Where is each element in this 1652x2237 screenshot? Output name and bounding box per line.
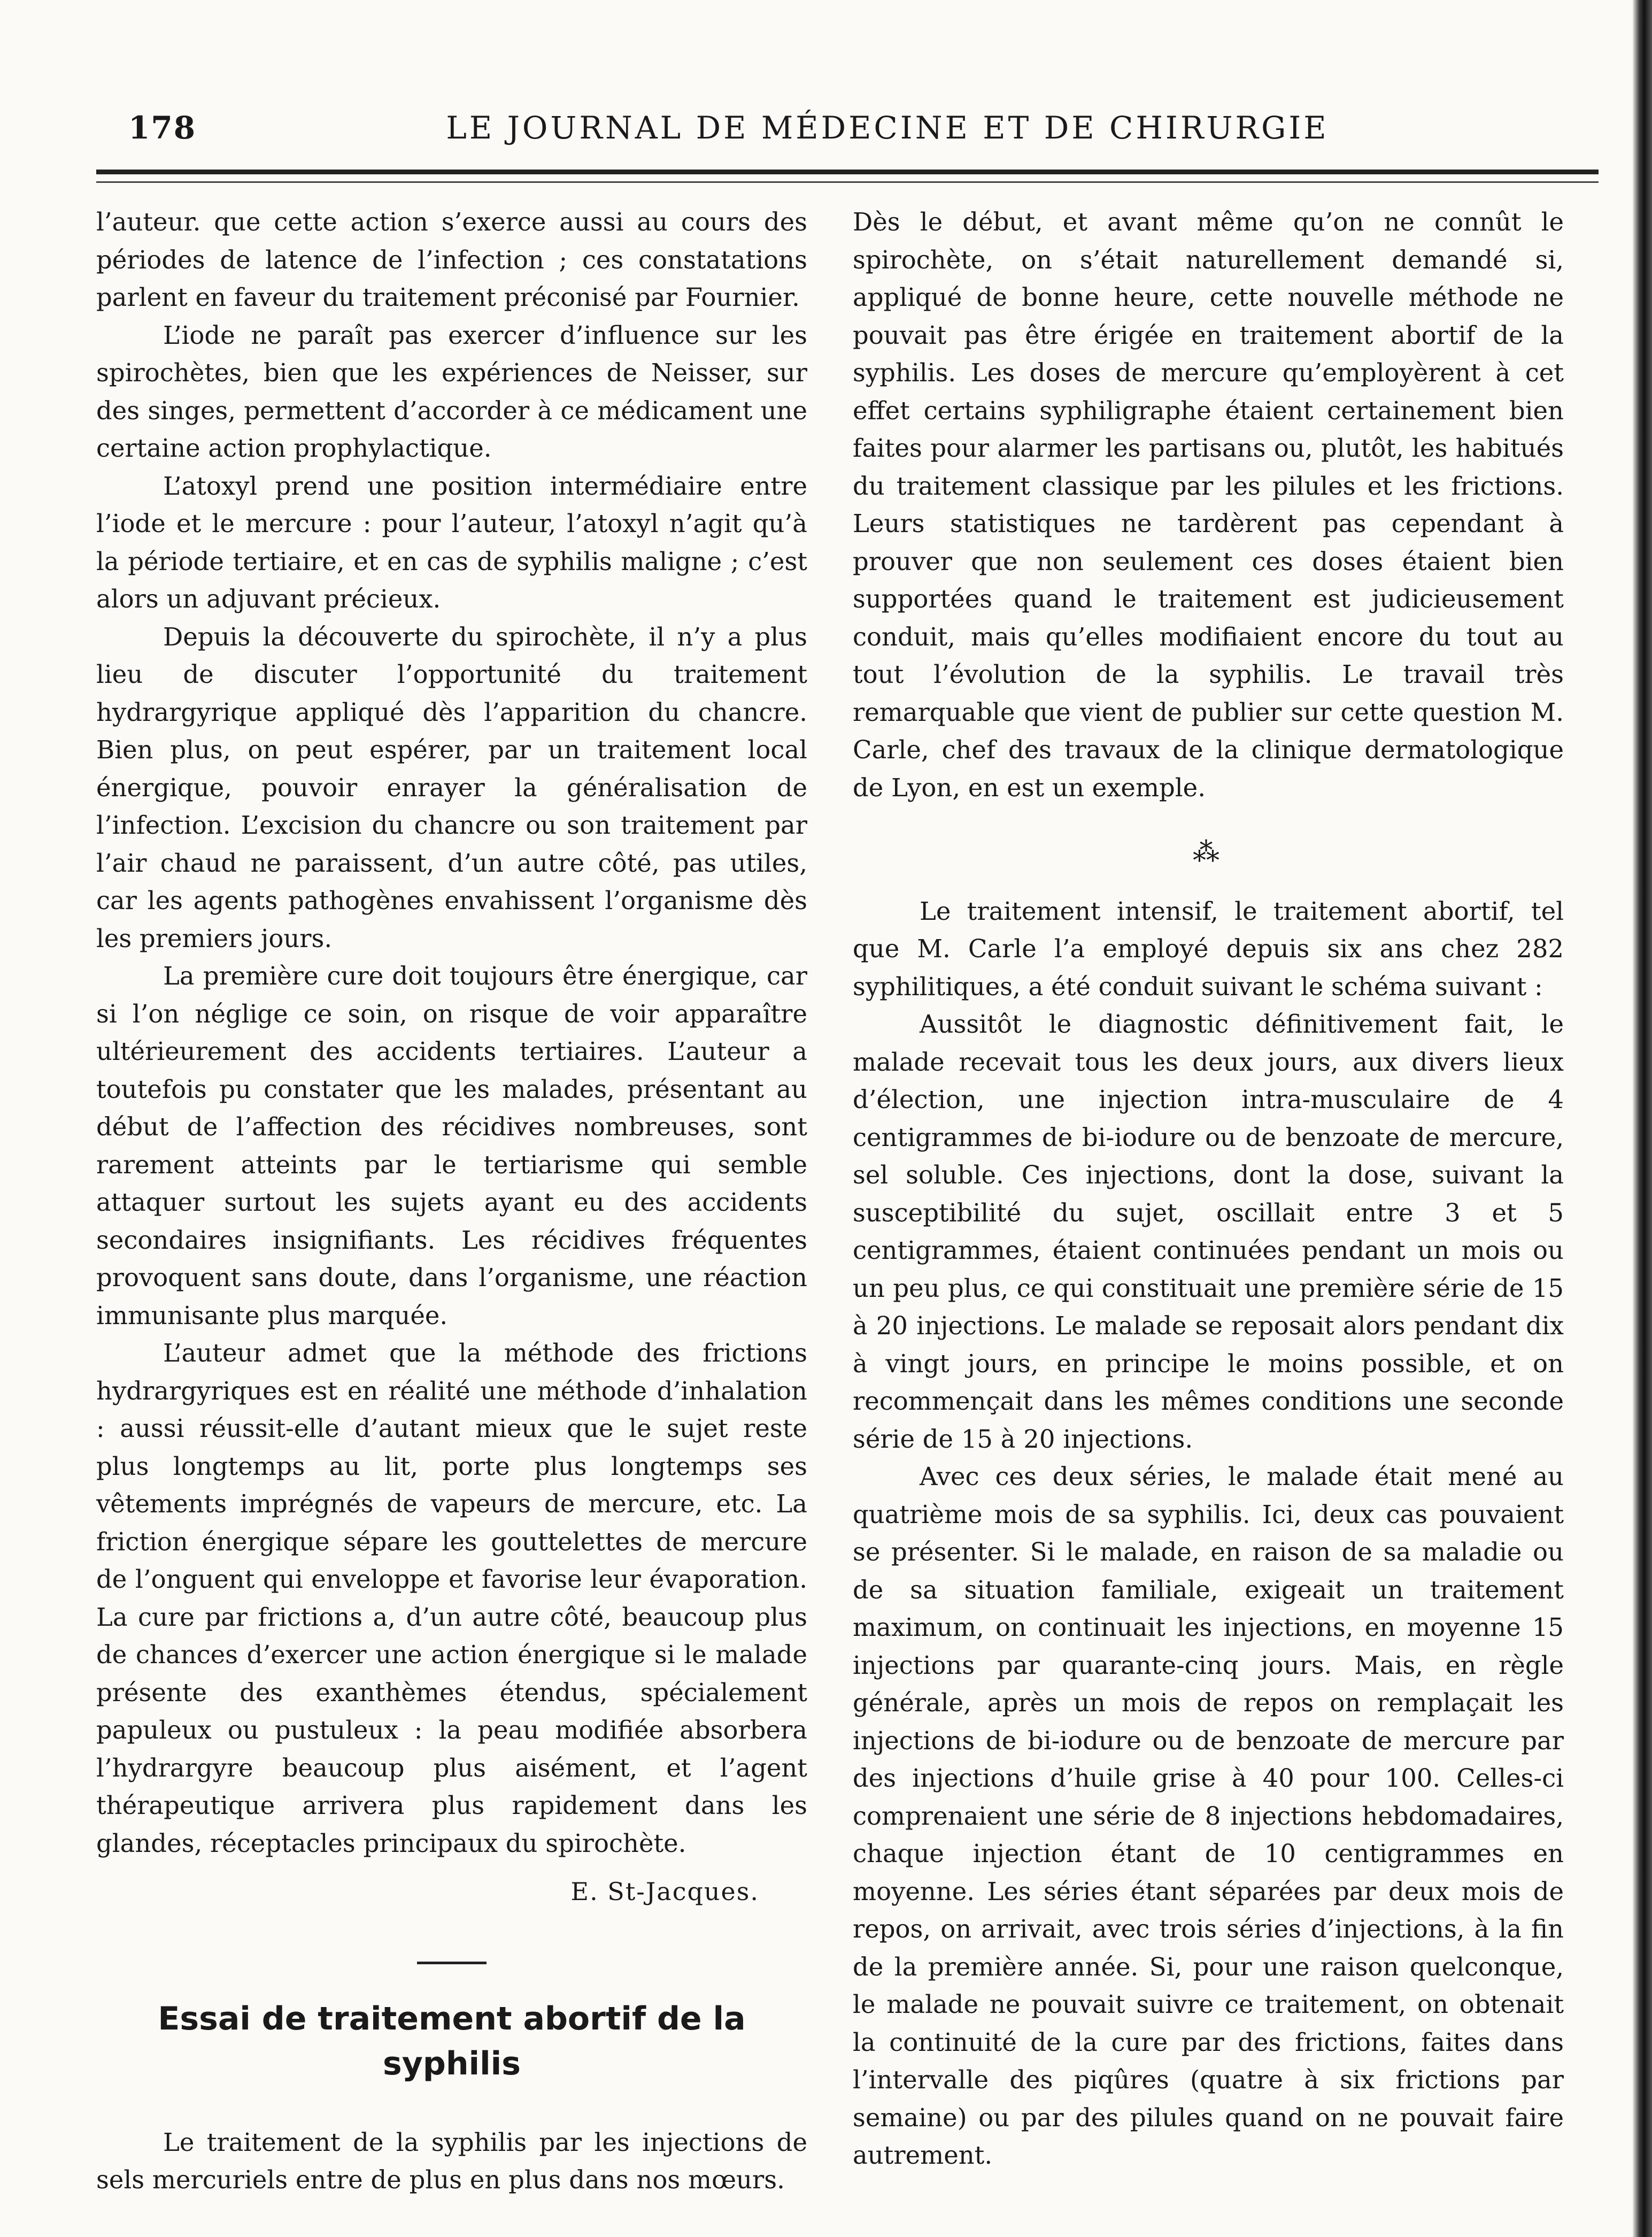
asterism-divider: ⁂	[1193, 836, 1224, 867]
left-column	[96, 203, 807, 2199]
paragraph: Avec ces deux séries, le malade était mené au quatrième mois de sa syphilis. Ici, deux cas pouvaient se présenter. Si le malade, en raison de sa maladie ou de sa situation familiale, exigeait un traitement maximum, on continuait les injections, en moyenne 15 injections par quarante-cinq jours. Mais, en règle générale, après un mois de repos on remplaçait les injections de bi-iodure ou de benzoate de mercure par des injections d’huile grise à 40 pour 100. Celles-ci comprenaient une série de 8 injections hebdomadaires, chaque injection étant de 10 centigrammes en moyenne. Les séries étant séparées par deux mois de repos, on arrivait, avec trois séries d’injections, à la fin de la première année. Si, pour une raison quelconque, le malade ne pouvait suivre ce traitement, on obtenait la continuité de la cure par des frictions, faites dans l’intervalle des piqûres (quatre à six frictions par semaine) ou par des pilules quand on ne pouvait faire autrement.	[853, 1462, 1564, 2170]
article-intro: Le traitement de la syphilis par les injections de sels mercuriels entre de plus en plus dans nos mœurs.	[96, 2127, 807, 2194]
paragraph: Depuis la découverte du spirochète, il n’y a plus lieu de discuter l’opportunité du traitement hydrargyrique appliqué dès l’apparition du chancre. Bien plus, on peut espérer, par un traitement local énergique, pouvoir enrayer la généralisation de l’infection. L’excision du chancre ou son traitement par l’air chaud ne paraissent, d’un autre côté, pas utiles, car les agents pathogènes envahissent l’organisme dès les premiers jours.	[96, 622, 807, 953]
page-header	[128, 110, 1556, 158]
paragraph: Aussitôt le diagnostic définitivement fait, le malade recevait tous les deux jours, aux divers lieux d’élection, une injection intra-musculaire de 4 centigrammes de bi-iodure ou de benzoate de mercure, sel soluble. Ces injections, dont la dose, suivant la susceptibilité du sujet, oscillait entre 3 et 5 centigrammes, étaient continuées pendant un mois ou un peu plus, ce qui constituait une première série de 15 à 20 injections. Le malade se reposait alors pendant dix à vingt jours, en principe le moins possible, et on recommençait dans les mêmes conditions une seconde série de 15 à 20 injections.	[853, 1010, 1564, 1454]
author-signature: E. St-Jacques.	[570, 1877, 759, 1906]
section-divider	[417, 1962, 487, 1964]
page-edge-shadow	[1633, 0, 1652, 2237]
header-rule-thick	[96, 170, 1599, 174]
article-title: Essai de traitement abortif de la syphilis	[158, 2000, 746, 2082]
paragraph: Dès le début, et avant même qu’on ne connût le spirochète, on s’était naturellement demandé si, appliqué de bonne heure, cette nouvelle méthode ne pouvait pas être érigée en traitement abortif de la syphilis. Les doses de mercure qu’employèrent à cet effet certains syphiligraphe étaient certainement bien faites pour alarmer les partisans ou, plutôt, les habitués du traitement classique par les pilules et les frictions. Leurs statistiques ne tardèrent pas cependant à prouver que non seulement ces doses étaient bien supportées quand le traitement est judicieusement conduit, mais qu’elles modifiaient encore du tout au tout l’évolution de la syphilis. Le travail très remarquable que vient de publier sur cette question M. Carle, chef des travaux de la clinique dermatologique de Lyon, en est un exemple.	[853, 207, 1564, 802]
paragraph: L’atoxyl prend une position intermédiaire entre l’iode et le mercure : pour l’auteur, l’atoxyl n’agit qu’à la période tertiaire, et en cas de syphilis maligne ; c’est alors un adjuvant précieux.	[96, 471, 807, 613]
page-number: 178	[128, 110, 197, 146]
paragraph: L’auteur admet que la méthode des frictions hydrargyriques est en réalité une méthode d’inhalation : aussi réussit-elle d’autant mieux que le sujet reste plus longtemps au lit, porte plus longtemps ses vêtements imprégnés de vapeurs de mercure, etc. La friction énergique sépare les gouttelettes de mercure de l’onguent qui enveloppe et favorise leur évaporation. La cure par frictions a, d’un autre côté, beaucoup plus de chances d’exercer une action énergique si le malade présente des exanthèmes étendus, spécialement papuleux ou pustuleux : la peau modifiée absorbera l’hydrargyre beaucoup plus aisément, et l’agent thérapeutique arrivera plus rapidement dans les glandes, réceptacles principaux du spirochète.	[96, 1339, 807, 1858]
right-column	[853, 203, 1564, 2174]
paragraph: Le traitement intensif, le traitement abortif, tel que M. Carle l’a employé depuis six ans chez 282 syphilitiques, a été conduit suivant le schéma suivant :	[853, 896, 1564, 1001]
header-rule-thin	[96, 181, 1599, 183]
paragraph: l’auteur. que cette action s’exerce aussi au cours des périodes de latence de l’infection ; ces constatations parlent en faveur du traitement préconisé par Fournier.	[96, 207, 807, 312]
paragraph: L’iode ne paraît pas exercer d’influence sur les spirochètes, bien que les expériences de Neisser, sur des singes, permettent d’accorder à ce médicament une certaine action prophylactique.	[96, 320, 807, 463]
paragraph: La première cure doit toujours être énergique, car si l’on néglige ce soin, on risque de voir apparaître ultérieurement des accidents tertiaires. L’auteur a toutefois pu constater que les malades, présentant au début de l’affection des récidives nombreuses, sont rarement atteints par le tertiarisme qui semble attaquer surtout les sujets ayant eu des accidents secondaires insignifiants. Les récidives fréquentes provoquent sans doute, dans l’organisme, une réaction immunisante plus marquée.	[96, 962, 807, 1330]
journal-title: LE JOURNAL DE MÉDECINE ET DE CHIRURGIE	[446, 110, 1329, 146]
